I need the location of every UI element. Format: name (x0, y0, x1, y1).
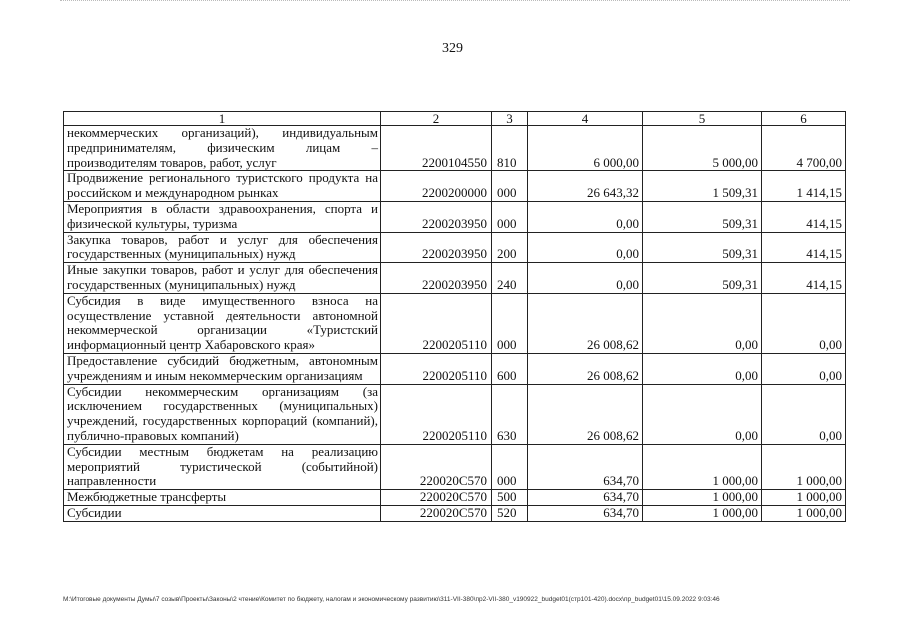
row-expense-type-cell: 000 (492, 201, 528, 232)
row-amount-col6-cell: 1 000,00 (762, 505, 846, 521)
header-col-1: 1 (64, 112, 381, 126)
row-expense-type-cell: 600 (492, 353, 528, 384)
row-name-cell: Иные закупки товаров, работ и услуг для обеспечения государственных (муниципальных) нужд (64, 263, 381, 294)
row-expense-type-cell: 200 (492, 232, 528, 263)
budget-table (63, 111, 846, 522)
page-number: 329 (442, 41, 463, 56)
row-amount-col4-cell: 26 008,62 (528, 353, 643, 384)
row-amount-col5-cell: 0,00 (643, 384, 762, 444)
table-row (64, 444, 846, 489)
row-amount-col5-cell: 509,31 (643, 201, 762, 232)
row-code-cell: 2200203950 (381, 232, 492, 263)
row-expense-type-cell: 500 (492, 490, 528, 506)
row-amount-col5-cell: 509,31 (643, 232, 762, 263)
row-amount-col6-cell: 414,15 (762, 201, 846, 232)
row-amount-col4-cell: 26 008,62 (528, 293, 643, 353)
row-expense-type-cell: 630 (492, 384, 528, 444)
row-name-cell: Мероприятия в области здравоохранения, спорта и физической культуры, туризма (64, 201, 381, 232)
row-name-cell: Субсидии некоммерческим организациям (за исключением государственных (муниципальных) учреждений, государственных корпораций (компаний), публично-правовых компаний) (64, 384, 381, 444)
row-expense-type-cell: 000 (492, 444, 528, 489)
table-row (64, 171, 846, 202)
row-amount-col6-cell: 0,00 (762, 353, 846, 384)
row-amount-col4-cell: 634,70 (528, 490, 643, 506)
row-expense-type-cell: 000 (492, 293, 528, 353)
row-amount-col5-cell: 509,31 (643, 263, 762, 294)
row-name-cell: Предоставление субсидий бюджетным, автономным учреждениям и иным некоммерческим организациям (64, 353, 381, 384)
row-code-cell: 220020С570 (381, 505, 492, 521)
header-col-3: 3 (492, 112, 528, 126)
row-amount-col4-cell: 26 643,32 (528, 171, 643, 202)
row-amount-col6-cell: 414,15 (762, 263, 846, 294)
table-row (64, 232, 846, 263)
table-row (64, 353, 846, 384)
row-amount-col6-cell: 0,00 (762, 293, 846, 353)
row-amount-col4-cell: 0,00 (528, 201, 643, 232)
header-col-2: 2 (381, 112, 492, 126)
row-name-cell: Межбюджетные трансферты (64, 490, 381, 506)
header-col-5: 5 (643, 112, 762, 126)
table-header-row (64, 112, 846, 126)
row-amount-col5-cell: 1 000,00 (643, 505, 762, 521)
scan-artifact-line (60, 0, 850, 4)
row-expense-type-cell: 240 (492, 263, 528, 294)
row-amount-col5-cell: 1 000,00 (643, 490, 762, 506)
row-expense-type-cell: 520 (492, 505, 528, 521)
row-amount-col4-cell: 6 000,00 (528, 126, 643, 171)
row-name-cell: Субсидия в виде имущественного взноса на осуществление уставной деятельности автономной некоммерческой организации «Туристский информационный центр Хабаровского края» (64, 293, 381, 353)
row-code-cell: 2200200000 (381, 171, 492, 202)
row-code-cell: 2200205110 (381, 384, 492, 444)
row-amount-col6-cell: 1 000,00 (762, 444, 846, 489)
row-amount-col6-cell: 414,15 (762, 232, 846, 263)
row-amount-col5-cell: 1 000,00 (643, 444, 762, 489)
row-name-cell: Закупка товаров, работ и услуг для обеспечения государственных (муниципальных) нужд (64, 232, 381, 263)
table-row (64, 263, 846, 294)
row-amount-col5-cell: 5 000,00 (643, 126, 762, 171)
table-row (64, 201, 846, 232)
row-amount-col4-cell: 26 008,62 (528, 384, 643, 444)
row-code-cell: 220020С570 (381, 444, 492, 489)
row-name-cell: Субсидии (64, 505, 381, 521)
row-name-cell: Субсидии местным бюджетам на реализацию мероприятий туристической (событийной) направленности (64, 444, 381, 489)
row-amount-col4-cell: 634,70 (528, 505, 643, 521)
row-code-cell: 220020С570 (381, 490, 492, 506)
row-amount-col5-cell: 0,00 (643, 293, 762, 353)
header-col-4: 4 (528, 112, 643, 126)
table-row (64, 505, 846, 521)
row-code-cell: 2200203950 (381, 201, 492, 232)
row-amount-col4-cell: 0,00 (528, 232, 643, 263)
table-row (64, 384, 846, 444)
document-file-path: M:\Итоговые документы Думы\7 созыв\Проекты\Законы\2 чтение\Комитет по бюджету, налогам и экономическому развитию\311-VII-380\пр2-VII-380_v190922_budget01(стр101-420).docx\пр_budget01\15.09.2022 9:03:46 (63, 596, 720, 603)
row-amount-col5-cell: 0,00 (643, 353, 762, 384)
row-name-cell: некоммерческих организаций), индивидуальным предпринимателям, физическим лицам – производителям товаров, работ, услуг (64, 126, 381, 171)
row-code-cell: 2200205110 (381, 293, 492, 353)
row-name-cell: Продвижение регионального туристского продукта на российском и международном рынках (64, 171, 381, 202)
header-col-6: 6 (762, 112, 846, 126)
row-amount-col4-cell: 0,00 (528, 263, 643, 294)
row-expense-type-cell: 810 (492, 126, 528, 171)
table-row (64, 126, 846, 171)
row-code-cell: 2200203950 (381, 263, 492, 294)
row-code-cell: 2200104550 (381, 126, 492, 171)
table-row (64, 490, 846, 506)
row-code-cell: 2200205110 (381, 353, 492, 384)
row-amount-col6-cell: 1 414,15 (762, 171, 846, 202)
row-amount-col6-cell: 1 000,00 (762, 490, 846, 506)
row-amount-col6-cell: 4 700,00 (762, 126, 846, 171)
table-row (64, 293, 846, 353)
row-expense-type-cell: 000 (492, 171, 528, 202)
row-amount-col6-cell: 0,00 (762, 384, 846, 444)
row-amount-col4-cell: 634,70 (528, 444, 643, 489)
row-amount-col5-cell: 1 509,31 (643, 171, 762, 202)
